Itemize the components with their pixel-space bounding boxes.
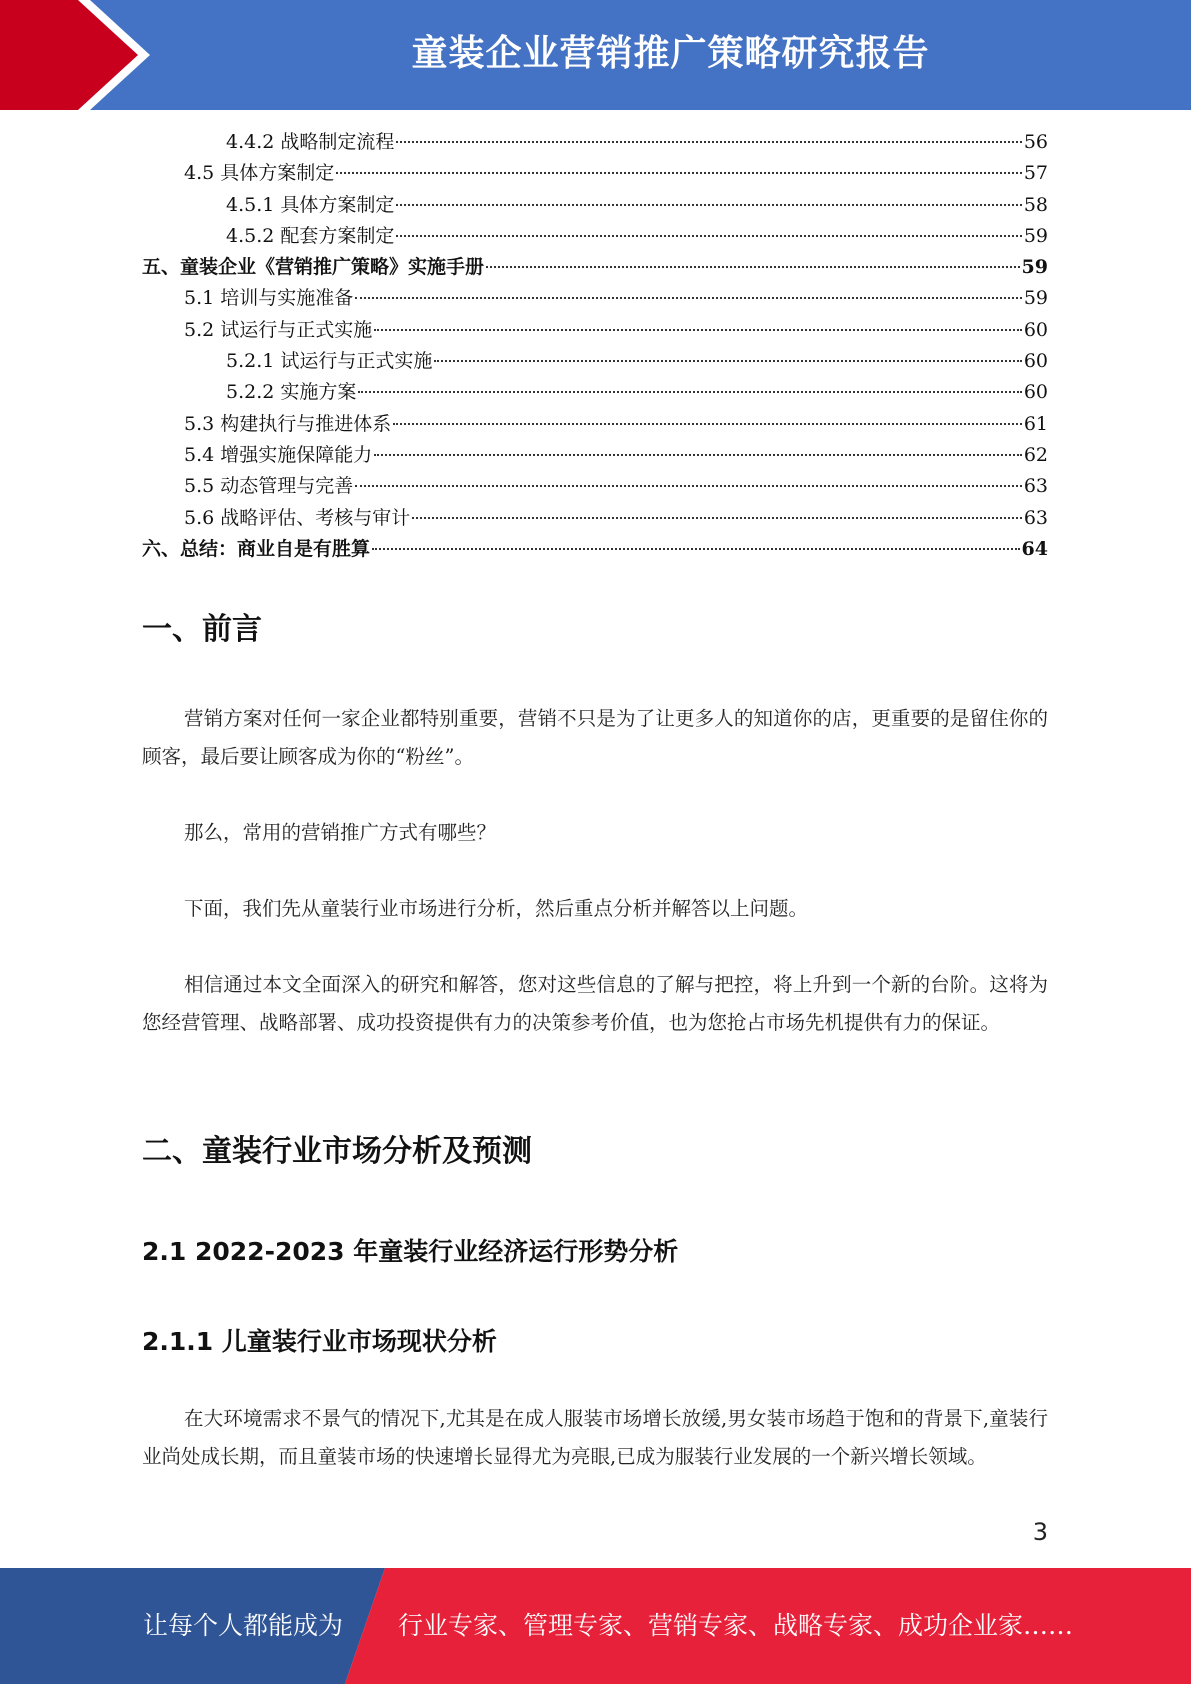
toc-dot-leader — [486, 266, 1020, 268]
toc-dot-leader — [355, 485, 1022, 487]
toc-dot-leader — [434, 360, 1021, 362]
toc-entry-page: 59 — [1023, 287, 1048, 310]
toc-entry[interactable] — [142, 503, 1048, 534]
toc-dot-leader — [374, 329, 1022, 331]
toc-dot-leader — [396, 141, 1021, 143]
toc-entry-page: 62 — [1023, 443, 1048, 466]
toc-entry[interactable] — [142, 346, 1048, 377]
toc-entry-page: 57 — [1023, 162, 1048, 185]
toc-dot-leader — [336, 172, 1022, 174]
toc-entry[interactable] — [142, 534, 1048, 565]
toc-entry[interactable] — [142, 252, 1048, 283]
toc-dot-leader — [396, 204, 1021, 206]
toc-entry-label: 5.6 战略评估、考核与审计 — [184, 506, 411, 529]
page-footer — [0, 1568, 1191, 1684]
page-number: 3 — [1032, 1518, 1048, 1546]
toc-entry-label: 5.5 动态管理与完善 — [184, 475, 354, 498]
toc-entry[interactable] — [142, 471, 1048, 502]
page-header — [0, 0, 1191, 110]
toc-entry-label: 六、总结：商业自是有胜算 — [142, 537, 371, 560]
toc-entry-page: 60 — [1023, 350, 1048, 373]
toc-entry-label: 5.2.1 试运行与正式实施 — [226, 350, 433, 373]
preface-paragraph-4: 相信通过本文全面深入的研究和解答，您对这些信息的了解与把控，将上升到一个新的台阶。这将为您经营管理、战略部署、成功投资提供有力的决策参考价值，也为您抢占市场先机提供有力的保证。 — [142, 973, 1048, 1034]
footer-slogan-left: 让每个人都能成为 — [143, 1611, 344, 1640]
section-2-1-1-heading: 2.1.1 儿童装行业市场现状分析 — [142, 1327, 497, 1356]
preface-paragraph-2: 那么，常用的营销推广方式有哪些？ — [184, 821, 497, 844]
chapter-2-heading: 二、童装行业市场分析及预测 — [142, 1134, 532, 1169]
toc-entry[interactable] — [142, 283, 1048, 314]
toc-dot-leader — [355, 297, 1022, 299]
table-of-contents — [142, 127, 1048, 565]
section-2-1-1-paragraph: 在大环境需求不景气的情况下,尤其是在成人服装市场增长放缓,男女装市场趋于饱和的背景下,童装行业尚处成长期，而且童装市场的快速增长显得尤为亮眼,已成为服装行业发展的一个新兴增长领域。 — [142, 1407, 1048, 1468]
toc-entry-page: 64 — [1021, 537, 1048, 560]
toc-entry-page: 56 — [1023, 131, 1048, 153]
toc-entry[interactable] — [142, 409, 1048, 440]
toc-entry[interactable] — [142, 158, 1048, 189]
toc-entry-page: 60 — [1023, 318, 1048, 341]
toc-entry-label: 4.4.2 战略制定流程 — [226, 131, 395, 153]
toc-dot-leader — [358, 391, 1021, 393]
toc-entry[interactable] — [142, 127, 1048, 158]
toc-entry-page: 59 — [1023, 224, 1048, 247]
header-red-chevron — [0, 0, 160, 110]
toc-dot-leader — [374, 454, 1022, 456]
report-title: 童装企业营销推广策略研究报告 — [411, 33, 930, 74]
toc-entry-page: 63 — [1023, 475, 1048, 498]
toc-entry-label: 5.2 试运行与正式实施 — [184, 318, 373, 341]
toc-entry-label: 4.5 具体方案制定 — [184, 162, 335, 185]
toc-entry-label: 五、童装企业《营销推广策略》实施手册 — [142, 256, 485, 279]
toc-entry-page: 60 — [1023, 381, 1048, 404]
preface-paragraph-1: 营销方案对任何一家企业都特别重要，营销不只是为了让更多人的知道你的店，更重要的是留住你的顾客，最后要让顾客成为你的“粉丝”。 — [142, 707, 1048, 768]
toc-entry[interactable] — [142, 190, 1048, 221]
toc-dot-leader — [412, 517, 1022, 519]
toc-dot-leader — [372, 548, 1020, 550]
toc-entry[interactable] — [142, 315, 1048, 346]
toc-entry-page: 63 — [1023, 506, 1048, 529]
toc-dot-leader — [396, 235, 1021, 237]
toc-entry-label: 4.5.1 具体方案制定 — [226, 193, 395, 216]
preface-heading: 一、前言 — [142, 612, 262, 647]
toc-entry-page: 58 — [1023, 193, 1048, 216]
toc-entry-label: 5.4 增强实施保障能力 — [184, 443, 373, 466]
toc-entry-page: 61 — [1023, 412, 1048, 435]
toc-entry-label: 5.2.2 实施方案 — [226, 381, 357, 404]
toc-entry[interactable] — [142, 377, 1048, 408]
toc-entry-page: 59 — [1021, 256, 1048, 279]
toc-entry-label: 5.1 培训与实施准备 — [184, 287, 354, 310]
toc-dot-leader — [393, 423, 1022, 425]
toc-entry-label: 4.5.2 配套方案制定 — [226, 224, 395, 247]
toc-entry-label: 5.3 构建执行与推进体系 — [184, 412, 392, 435]
footer-slogan-right: 行业专家、管理专家、营销专家、战略专家、成功企业家…… — [398, 1611, 1074, 1640]
preface-paragraph-3: 下面，我们先从童装行业市场进行分析，然后重点分析并解答以上问题。 — [184, 897, 809, 920]
toc-entry[interactable] — [142, 440, 1048, 471]
toc-entry[interactable] — [142, 221, 1048, 252]
section-2-1-heading: 2.1 2022-2023 年童装行业经济运行形势分析 — [142, 1237, 679, 1266]
